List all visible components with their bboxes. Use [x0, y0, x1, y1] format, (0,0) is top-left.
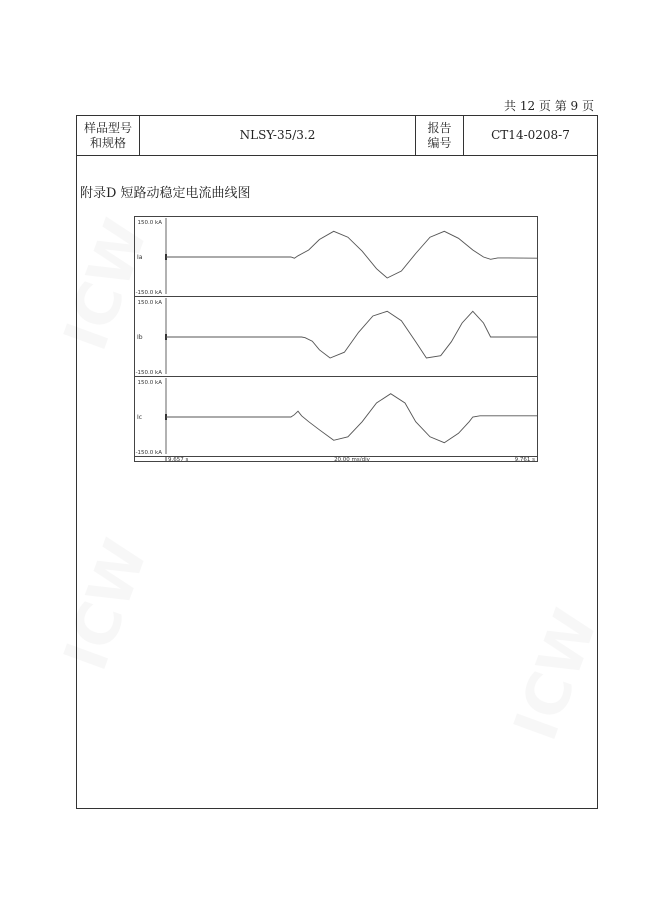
y-min-label: -150.0 kA	[135, 290, 162, 296]
page-count: 共 12 页 第 9 页	[504, 99, 594, 113]
model-value: NLSY-35/3.2	[140, 116, 416, 155]
channel-label: Ic	[137, 414, 143, 421]
oscillogram-chart	[134, 216, 538, 462]
y-max-label: 150.0 kA	[137, 380, 162, 386]
x-div-label: 20.00 ms/div	[334, 457, 370, 462]
series-line-ic	[166, 394, 537, 443]
oscillogram-svg	[134, 216, 538, 462]
y-min-label: -150.0 kA	[135, 450, 162, 456]
channel-label: Ia	[137, 254, 143, 261]
appendix-title: 附录D 短路动稳定电流曲线图	[80, 186, 251, 201]
report-label: 报告 编号	[416, 116, 464, 155]
report-value: CT14-0208-7	[491, 128, 570, 142]
x-end-label: 9.761 s	[514, 457, 535, 462]
series-line-ib	[166, 311, 537, 358]
y-max-label: 150.0 kA	[137, 220, 162, 226]
model-label: 样品型号 和规格	[77, 116, 140, 155]
y-max-label: 150.0 kA	[137, 300, 162, 306]
series-line-ia	[166, 231, 537, 278]
y-min-label: -150.0 kA	[135, 370, 162, 376]
x-start-label: 9.657 s	[168, 457, 189, 462]
channel-label: Ib	[137, 334, 143, 341]
report-header-table	[76, 115, 598, 156]
